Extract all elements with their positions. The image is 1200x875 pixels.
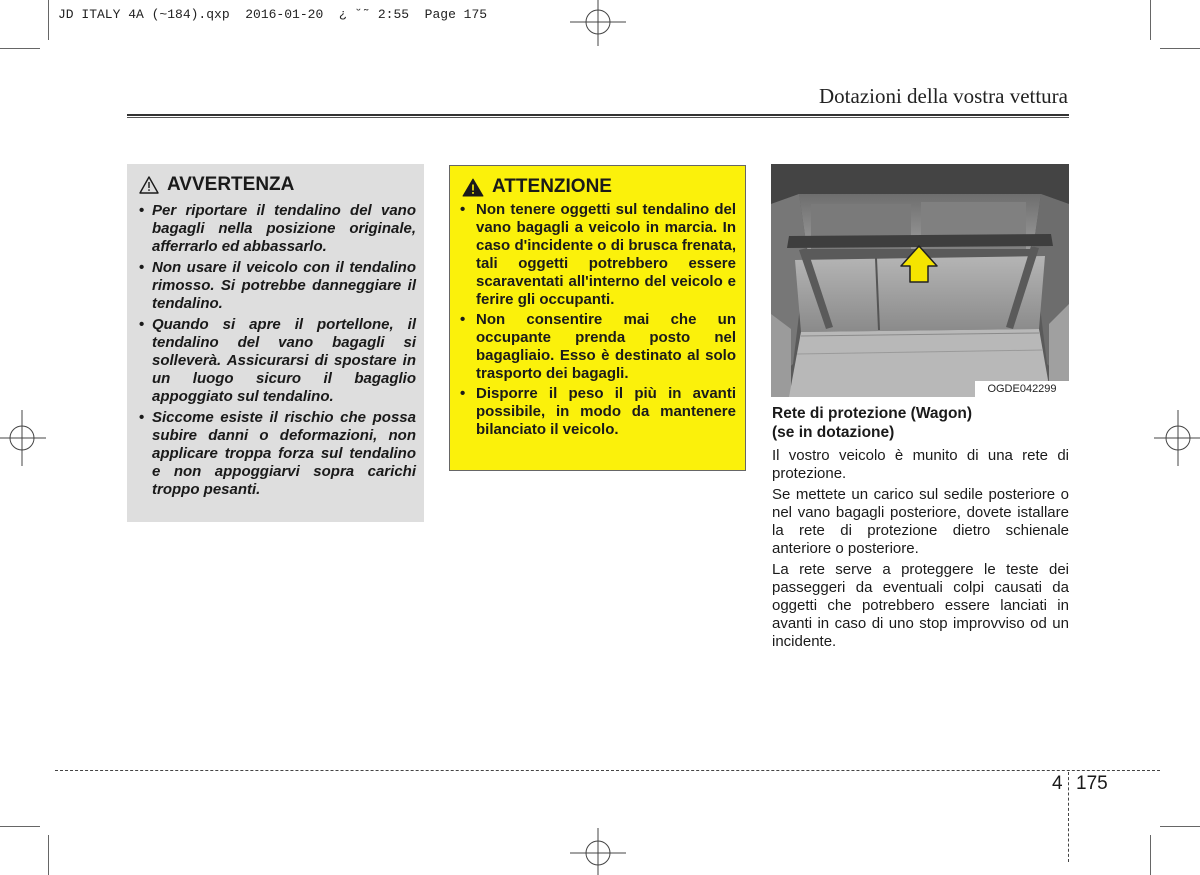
caution-heading xyxy=(460,176,736,198)
section-title-line: (se in dotazione) xyxy=(772,424,895,441)
print-slug: JD ITALY 4A (~184).qxp 2016-01-20 ¿ ˘˜ 2:55 Page 175 xyxy=(58,7,488,22)
section-title-line: Rete di protezione (Wagon) xyxy=(772,405,973,422)
warning-item: • Quando si apre il portellone, il tendalino del vano bagagli si solleverà. Assicurarsi di spostare in un luogo sicuro il bagaglio appoggiato sul tendalino. xyxy=(139,316,416,406)
warning-item: • Per riportare il tendalino del vano bagagli nella posizione originale, afferrarlo ed abbassarlo. xyxy=(139,202,416,256)
warning-triangle-icon xyxy=(139,176,159,194)
caution-title: ATTENZIONE xyxy=(492,176,612,197)
registration-mark-left xyxy=(0,410,46,466)
footer-dashed-divider xyxy=(1068,772,1069,862)
registration-mark-bottom xyxy=(570,828,626,875)
warning-heading xyxy=(139,174,416,196)
warning-item: • Siccome esiste il rischio che possa subire danni o deformazioni, non applicare troppa forza sul tendalino e non appoggiarvi sopra carichi troppo pesanti. xyxy=(139,409,416,499)
chapter-number: 4 xyxy=(1052,773,1063,794)
warning-triangle-icon xyxy=(462,178,484,197)
caution-list xyxy=(460,201,736,439)
footer-dashed-rule xyxy=(55,770,1160,771)
registration-mark-right xyxy=(1154,410,1200,466)
body-paragraph: Il vostro veicolo è munito di una rete di protezione. xyxy=(772,447,1069,482)
caution-item: • Non consentire mai che un occupante prenda posto nel bagagliaio. Esso è destinato al solo trasporto dei bagagli. xyxy=(460,311,736,383)
page-number: 175 xyxy=(1076,773,1108,794)
cargo-area-photo xyxy=(771,164,1069,397)
caution-item: • Disporre il peso il più in avanti possibile, in modo da mantenere bilanciato il veicolo. xyxy=(460,385,736,439)
body-paragraph: Se mettete un carico sul sedile posteriore o nel vano bagagli posteriore, dovete istallare la rete di protezione dietro schienale anteriore o posteriore. xyxy=(772,486,1069,557)
registration-mark-top xyxy=(570,0,626,46)
warning-box xyxy=(127,164,424,522)
body-paragraph: La rete serve a proteggere le teste dei passeggeri da eventuali colpi causati da oggetti che potrebbero essere lanciati in avanti in caso di uno stop improvviso od un incidente. xyxy=(772,561,1069,650)
section-header-title: Dotazioni della vostra vettura xyxy=(819,84,1068,108)
header-rule-thin xyxy=(127,117,1069,118)
section-title xyxy=(772,404,1070,442)
section-body xyxy=(772,447,1069,654)
cargo-area-illustration xyxy=(771,164,1069,397)
warning-item: • Non usare il veicolo con il tendalino rimosso. Si potrebbe danneggiare il tendalino. xyxy=(139,259,416,313)
header-rule xyxy=(127,114,1069,116)
caution-item: • Non tenere oggetti sul tendalino del vano bagagli a veicolo in marcia. In caso d'incidente o di brusca frenata, tali oggetti potrebbero essere scaraventati all'interno del veicolo e ferire gli occupanti. xyxy=(460,201,736,309)
caution-box xyxy=(449,165,746,471)
warning-title: AVVERTENZA xyxy=(167,174,295,195)
figure-code: OGDE042299 xyxy=(975,381,1069,397)
warning-list xyxy=(139,202,416,499)
